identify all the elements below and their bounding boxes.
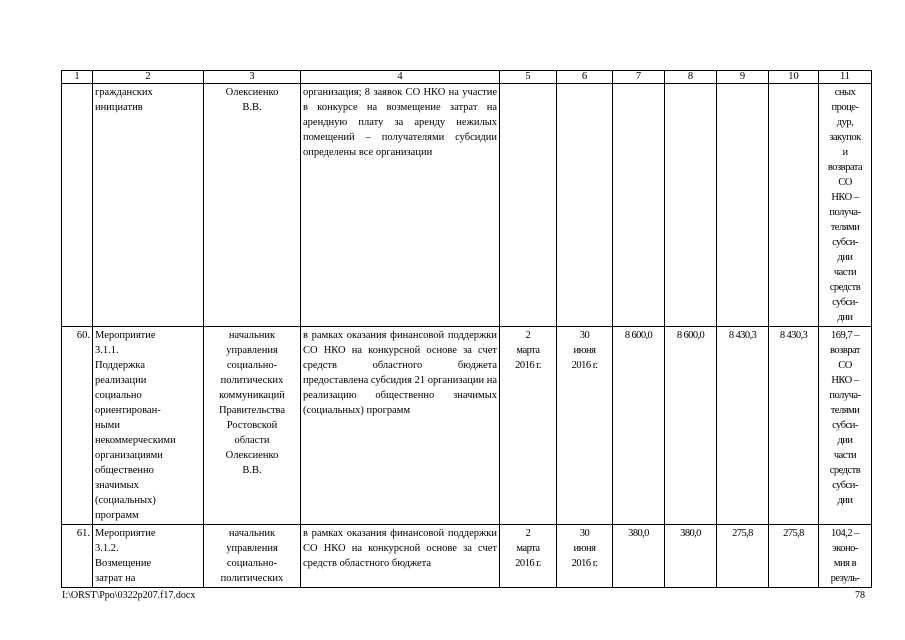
note-cell: [819, 84, 872, 327]
col-header-3: 3: [204, 71, 301, 84]
col-header-7: 7: [613, 71, 665, 84]
spent-amount-cell: 275,8: [769, 525, 819, 588]
plan-amount-cell: 380,0: [613, 525, 665, 588]
cell-line: дии: [837, 312, 853, 323]
col-header-5: 5: [500, 71, 557, 84]
row-number: 60.: [62, 327, 93, 525]
cell-line: социально-: [226, 360, 278, 371]
cell-line: 30: [579, 330, 590, 341]
cell-line: 2016 г.: [515, 360, 541, 371]
cell-line: Ростовской: [226, 420, 278, 431]
cell-line: 3.1.2.: [95, 543, 119, 554]
cell-line: дии: [837, 495, 853, 506]
cell-line: инициатив: [95, 102, 143, 113]
cell-line: 2: [525, 528, 531, 539]
cell-line: телями: [830, 222, 860, 233]
start-date-cell: [500, 525, 557, 588]
cell-line: июня: [573, 345, 596, 356]
cell-line: части: [833, 267, 857, 278]
cell-line: Мероприятие: [95, 330, 156, 341]
result-cell: организация; 8 заявок СО НКО на участие в конкурсе на возмещение затрат на арендную плату за аренду нежилых помещений – получателями субсидии определены все организации: [301, 84, 500, 327]
cell-line: организациями: [95, 450, 163, 461]
cell-line: начальник: [228, 330, 276, 341]
start-date-cell: [500, 327, 557, 525]
cell-line: средств: [829, 465, 861, 476]
cell-line: получа-: [829, 207, 861, 218]
cell-line: марта: [516, 543, 540, 554]
col-header-1: 1: [62, 71, 93, 84]
cell-line: получа-: [829, 390, 861, 401]
cell-line: и: [842, 147, 848, 158]
result-cell: в рамках оказания финансовой поддержки СО НКО на конкурсной основе за счет средств областного бюджета предоставлена субсидия 21 организации на реализацию общественно значимых (социальных) программ: [301, 327, 500, 525]
note-cell: [819, 327, 872, 525]
event-name-cell: [93, 525, 204, 588]
col-header-6: 6: [557, 71, 613, 84]
cell-line: коммуникаций: [219, 390, 285, 401]
plan-amount-cell: [613, 84, 665, 327]
fact-amount-cell: [717, 84, 769, 327]
column-number-row: [62, 71, 872, 84]
cell-line: закупок: [829, 132, 861, 143]
cell-line: 169,7 –: [831, 330, 859, 341]
event-name-cell: [93, 84, 204, 327]
col-header-4: 4: [301, 71, 500, 84]
cell-line: управления: [226, 543, 278, 554]
col-header-10: 10: [769, 71, 819, 84]
cell-line: 3.1.1.: [95, 345, 119, 356]
cell-line: 2016 г.: [571, 558, 598, 569]
cell-line: социально: [95, 390, 142, 401]
cell-line: гражданских: [95, 87, 153, 98]
result-cell: в рамках оказания финансовой поддержки СО НКО на конкурсной основе за счет средств областного бюджета: [301, 525, 500, 588]
cell-line: области: [234, 435, 270, 446]
cell-line: Олексиенко: [225, 450, 279, 461]
cell-line: (социальных): [95, 495, 156, 506]
cell-line: некоммерческими: [95, 435, 176, 446]
cell-line: эконо-: [832, 543, 858, 554]
cell-line: политических: [220, 375, 284, 386]
data-table: [61, 70, 872, 588]
table-row: [62, 327, 872, 525]
contract-amount-cell: [665, 84, 717, 327]
spent-amount-cell: [769, 84, 819, 327]
cell-line: субси-: [832, 480, 858, 491]
cell-line: Олексиенко: [225, 87, 279, 98]
start-date-cell: [500, 84, 557, 327]
cell-line: затрат на: [95, 573, 136, 584]
cell-line: ориентирован-: [95, 405, 161, 416]
contract-amount-cell: 8 600,0: [665, 327, 717, 525]
cell-line: социально-: [226, 558, 278, 569]
row-number: [62, 84, 93, 327]
cell-line: средств: [829, 282, 861, 293]
cell-line: дии: [837, 252, 853, 263]
cell-line: сных: [834, 87, 856, 98]
cell-line: НКО –: [831, 375, 859, 386]
cell-line: НКО –: [831, 192, 859, 203]
cell-line: дур,: [836, 117, 854, 128]
cell-line: части: [833, 450, 857, 461]
cell-line: В.В.: [242, 465, 262, 476]
cell-line: значимых: [95, 480, 139, 491]
cell-line: возврата: [827, 162, 863, 173]
spent-amount-cell: 8 430,3: [769, 327, 819, 525]
cell-line: политических: [220, 573, 284, 584]
cell-line: начальник: [228, 528, 276, 539]
note-cell: [819, 525, 872, 588]
table-row: [62, 525, 872, 588]
row-number: 61.: [62, 525, 93, 588]
cell-line: В.В.: [242, 102, 262, 113]
end-date-cell: [557, 327, 613, 525]
cell-line: Правительства: [218, 405, 286, 416]
responsible-cell: [204, 327, 301, 525]
responsible-cell: [204, 84, 301, 327]
contract-amount-cell: 380,0: [665, 525, 717, 588]
end-date-cell: [557, 84, 613, 327]
cell-line: СО: [838, 177, 852, 188]
cell-line: субси-: [832, 237, 858, 248]
table-row: [62, 84, 872, 327]
col-header-11: 11: [819, 71, 872, 84]
end-date-cell: [557, 525, 613, 588]
cell-line: программ: [95, 510, 139, 521]
cell-line: 2016 г.: [571, 360, 598, 371]
cell-line: июня: [573, 543, 596, 554]
cell-line: дии: [837, 435, 853, 446]
cell-line: субси-: [832, 420, 858, 431]
cell-line: 2: [525, 330, 531, 341]
cell-line: возврат: [830, 345, 860, 356]
cell-line: управления: [226, 345, 278, 356]
cell-line: реализации: [95, 375, 147, 386]
cell-line: 104,2 –: [831, 528, 859, 539]
fact-amount-cell: 8 430,3: [717, 327, 769, 525]
cell-line: 2016 г.: [515, 558, 541, 569]
col-header-8: 8: [665, 71, 717, 84]
cell-line: субси-: [832, 297, 858, 308]
cell-line: Возмещение: [95, 558, 152, 569]
col-header-9: 9: [717, 71, 769, 84]
page-number: 78: [855, 590, 865, 601]
cell-line: проце-: [831, 102, 859, 113]
cell-line: телями: [830, 405, 860, 416]
cell-line: ными: [95, 420, 120, 431]
cell-line: 30: [579, 528, 590, 539]
cell-line: Мероприятие: [95, 528, 156, 539]
plan-amount-cell: 8 600,0: [613, 327, 665, 525]
file-path: I:\ORST\Ppo\0322p207.f17.docx: [62, 590, 196, 601]
cell-line: СО: [838, 360, 852, 371]
event-name-cell: [93, 327, 204, 525]
fact-amount-cell: 275,8: [717, 525, 769, 588]
responsible-cell: [204, 525, 301, 588]
col-header-2: 2: [93, 71, 204, 84]
cell-line: общественно: [95, 465, 154, 476]
cell-line: марта: [516, 345, 540, 356]
cell-line: Поддержка: [95, 360, 145, 371]
cell-line: резуль-: [830, 573, 860, 584]
cell-line: мия в: [833, 558, 857, 569]
